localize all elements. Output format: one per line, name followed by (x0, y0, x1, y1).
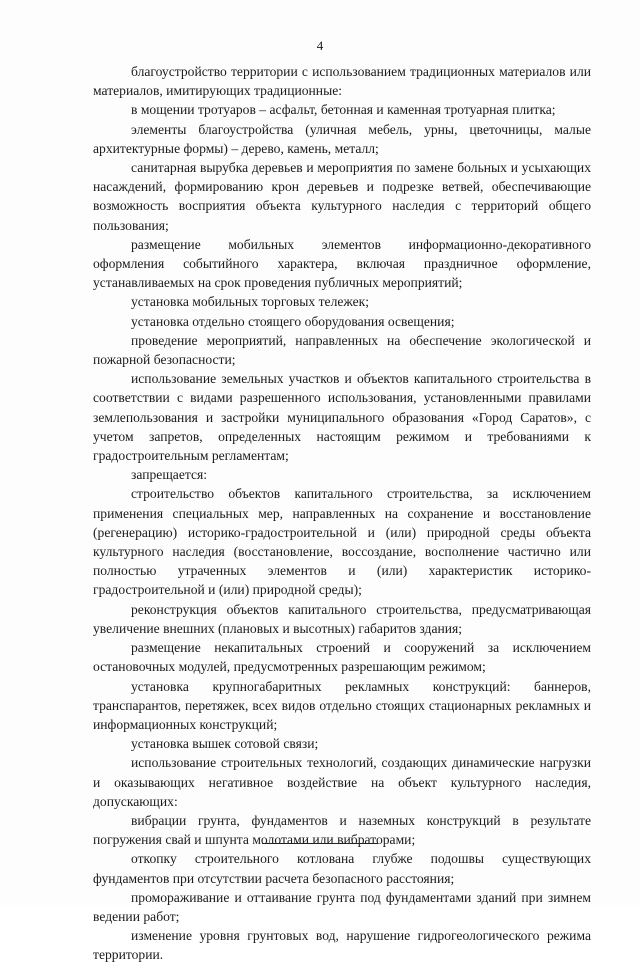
paragraph: реконструкция объектов капитального строительства, предусматривающая увеличение внешних (плановых и высотных) габаритов здания; (93, 601, 591, 636)
paragraph: использование строительных технологий, создающих динамические нагрузки и оказывающих негативное воздействие на объект культурного наследия, допускающих: (93, 755, 591, 809)
body-text (93, 62, 591, 965)
paragraph: благоустройство территории с использованием традиционных материалов или материалов, имитирующих традиционные: (93, 64, 591, 99)
paragraph: установка отдельно стоящего оборудования освещения; (131, 313, 455, 329)
paragraph: санитарная вырубка деревьев и мероприятия по замене больных и усыхающих насаждений, формированию крон деревьев и подрезке ветвей, обеспечивающие возможность восприятия объекта культурного наследия с территорий общего пользования; (93, 160, 591, 233)
paragraph: откопку строительного котлована глубже подошвы существующих фундаментов при отсутствии расчета безопасного расстояния; (93, 851, 591, 886)
paragraph: размещение некапитальных строений и сооружений за исключением остановочных модулей, предусмотренных разрешающим режимом; (93, 640, 591, 675)
paragraph: промораживание и оттаивание грунта под фундаментами зданий при зимнем ведении работ; (93, 889, 591, 924)
paragraph: установка вышек сотовой связи; (131, 736, 319, 752)
paragraph: использование земельных участков и объектов капитального строительства в соответствии с видами разрешенного использования, установленными правилами землепользования и застройки муниципального образования «Город Саратов», с учетом запретов, определенных настоящим режимом и требованиями к градостроительным регламентам; (93, 371, 591, 464)
page-number: 4 (316, 38, 324, 53)
paragraph: проведение мероприятий, направленных на обеспечение экологической и пожарной безопасности; (93, 332, 591, 368)
paragraph: установка крупногабаритных рекламных конструкций: баннеров, транспарантов, перетяжек, всех видов отдельно стоящих стационарных рекламных и информационных конструкций; (93, 678, 591, 732)
paragraph: запрещается: (131, 467, 208, 483)
end-divider-line (262, 843, 378, 844)
paragraph: вибрации грунта, фундаментов и наземных конструкций в результате погружения свай и шпунта молотами или вибраторами; (93, 812, 591, 848)
paragraph: изменение уровня грунтовых вод, нарушение гидрогеологического режима территории. (93, 928, 591, 963)
paragraph: элементы благоустройства (уличная мебель, урны, цветочницы, малые архитектурные формы) – дерево, камень, металл; (93, 121, 591, 156)
paragraph: размещение мобильных элементов информационно-декоративного оформления событийного характера, включая праздничное оформление, устанавливаемых на срок проведения публичных мероприятий; (93, 236, 591, 291)
paragraph: в мощении тротуаров – асфальт, бетонная и каменная тротуарная плитка; (131, 102, 556, 118)
paragraph: установка мобильных торговых тележек; (131, 294, 370, 310)
paragraph: строительство объектов капитального строительства, за исключением применения специальных мер, направленных на сохранение и восстановление (регенерацию) историко-градостроительной и (или) природной среды объекта культурного наследия (восстановление, воссоздание, восполнение частично или полностью утраченных элементов и (или) характеристик историко-градостроительной и (или) природной среды); (93, 486, 591, 598)
